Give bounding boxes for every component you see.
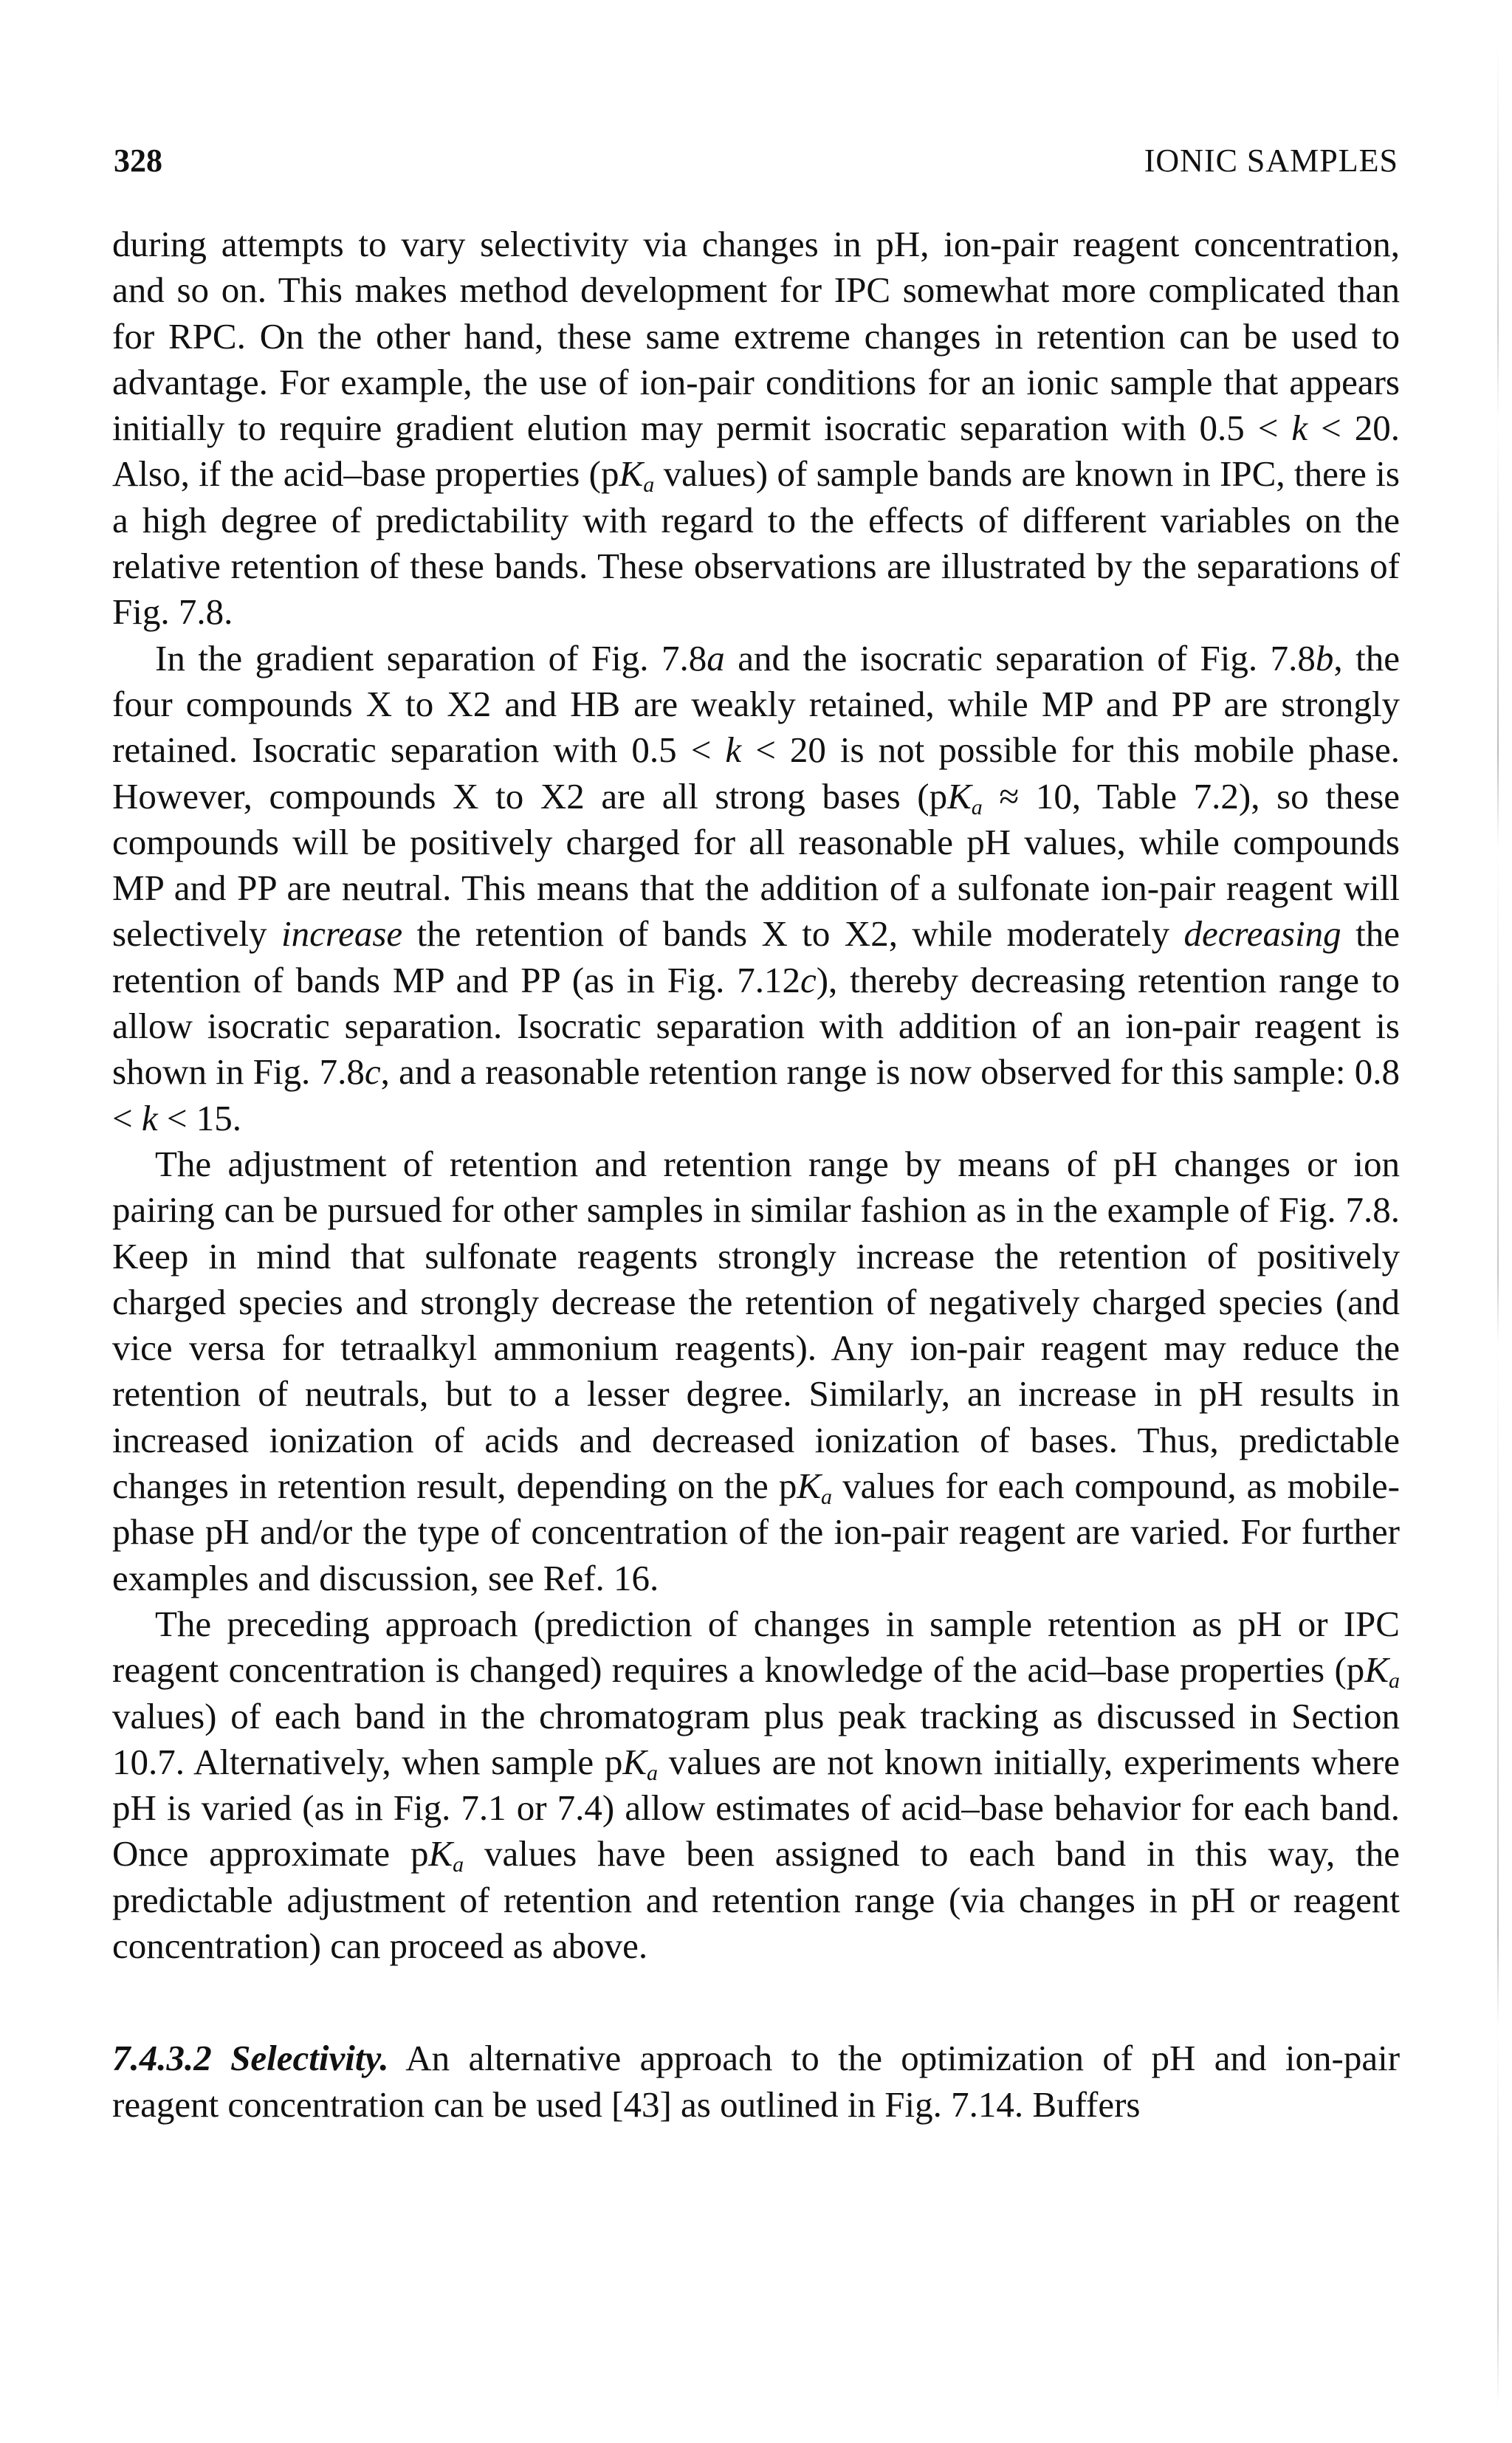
italic-text: a <box>707 637 725 678</box>
text-run: The adjustment of retention and retention range by means of pH changes or ion pairing can be pursued for other samples in similar fashion as in the example of Fig. 7.8. Keep in mind that sulfonate reagents strongly increase the retention of positively charged species and strongly decrease the retention of negatively charged species (and vice versa for tetraalkyl ammonium reagents). Any ion-pair reagent may reduce the retention of neutrals, but to a lesser degree. Similarly, an increase in pH results in increased ionization of acids and decreased ionization of bases. Thus, predictable changes in retention result, depending on the p <box>112 1143 1400 1507</box>
text-run: The preceding approach (prediction of changes in sample retention as pH or IPC reagent concentration is changed) requires a knowledge of the acid–base properties (p <box>112 1603 1400 1691</box>
paragraph-5-subsection <box>112 2035 1400 2128</box>
paragraph-4 <box>112 1601 1400 1969</box>
math-sub: a <box>647 1760 659 1785</box>
text-run: values are not known initially, experiments where pH is varied (as in Fig. 7.1 or 7.4) allow estimates of acid–base behavior for each band. Once approximate p <box>112 1741 1400 1875</box>
section-number: 7.4.3.2 <box>112 2038 212 2079</box>
paragraph-3 <box>112 1141 1400 1601</box>
body-text <box>112 221 1400 2128</box>
italic-text: b <box>1315 637 1334 678</box>
math-var: K <box>947 775 972 817</box>
math-var: K <box>622 1741 647 1782</box>
math-sub: a <box>643 473 655 498</box>
running-head: IONIC SAMPLES <box>1144 142 1398 179</box>
text-run: values) of sample bands are known in IPC, there is a high degree of predictability with regard to the effects of different variables on the relative retention of these bands. These observations are illustrated by the separations of Fig. 7.8. <box>112 453 1400 633</box>
text-run: values have been assigned to each band in this way, the predictable adjustment of retention and retention range (via changes in pH or reagent concentration) can proceed as above. <box>112 1833 1400 1966</box>
italic-text: increase <box>281 913 403 955</box>
section-title: Selectivity. <box>230 2038 389 2079</box>
scan-edge-line <box>1497 44 1499 2407</box>
math-var: K <box>797 1466 822 1507</box>
text-run: < 20 is not possible for this mobile phase. However, compounds X to X2 are all strong bases (p <box>112 729 1400 817</box>
text-run: ≈ 10, Table 7.2), so these compounds will be positively charged for all reasonable pH values, while compounds MP and PP are neutral. This means that the addition of a sulfonate ion-pair reagent will selectively <box>112 775 1400 955</box>
text-run: , and a reasonable retention range is now observed for this sample: 0.8 < <box>112 1051 1400 1138</box>
italic-text: decreasing <box>1183 913 1341 955</box>
text-run: ), thereby decreasing retention range to allow isocratic separation. Isocratic separation with addition of an ion-pair reagent is shown in Fig. 7.8 <box>112 959 1401 1093</box>
text-run: < 15. <box>157 1097 242 1138</box>
text-run: , the four compounds X to X2 and HB are weakly retained, while MP and PP are strongly retained. Isocratic separation with 0.5 < <box>112 637 1401 771</box>
text-run: and the isocratic separation of Fig. 7.8 <box>724 637 1316 678</box>
math-var: K <box>428 1833 453 1875</box>
text-run: during attempts to vary selectivity via changes in pH, ion-pair reagent concentration, and so on. This makes method development for IPC somewhat more complicated than for RPC. On the other hand, these same extreme changes in retention can be used to advantage. For example, the use of ion-pair conditions for an ionic sample that appears initially to require gradient elution may permit isocratic separation with 0.5 < <box>112 224 1400 449</box>
text-run: values for each compound, as mobile-phase pH and/or the type of concentration of the ion-pair reagent are varied. For further examples and discussion, see Ref. 16. <box>112 1466 1400 1598</box>
page-header <box>114 131 1398 190</box>
page-number: 328 <box>114 142 162 179</box>
italic-text: c <box>364 1051 381 1093</box>
text-run: the retention of bands MP and PP (as in Fig. 7.12 <box>112 913 1400 1000</box>
text-run: the retention of bands X to X2, while moderately <box>402 913 1184 955</box>
text-run: An alternative approach to the optimization of pH and ion-pair reagent concentration can be used [43] as outlined in Fig. 7.14. Buffers <box>112 2038 1401 2125</box>
math-sub: a <box>1389 1669 1400 1694</box>
math-var: K <box>619 453 644 495</box>
text-run: In the gradient separation of Fig. 7.8 <box>155 637 707 678</box>
math-var: k <box>725 729 742 771</box>
text-run: values) of each band in the chromatogram plus peak tracking as discussed in Section 10.7. Alternatively, when sample p <box>112 1695 1400 1782</box>
text-run: < 20. Also, if the acid–base properties (p <box>112 408 1400 495</box>
paragraph-2 <box>112 636 1400 1141</box>
math-var: k <box>141 1097 158 1138</box>
math-sub: a <box>453 1852 464 1877</box>
italic-text: c <box>800 959 817 1000</box>
math-var: K <box>1364 1649 1389 1691</box>
math-var: k <box>1291 408 1308 449</box>
paragraph-1 <box>112 221 1400 636</box>
math-sub: a <box>821 1485 833 1510</box>
math-sub: a <box>971 794 983 820</box>
